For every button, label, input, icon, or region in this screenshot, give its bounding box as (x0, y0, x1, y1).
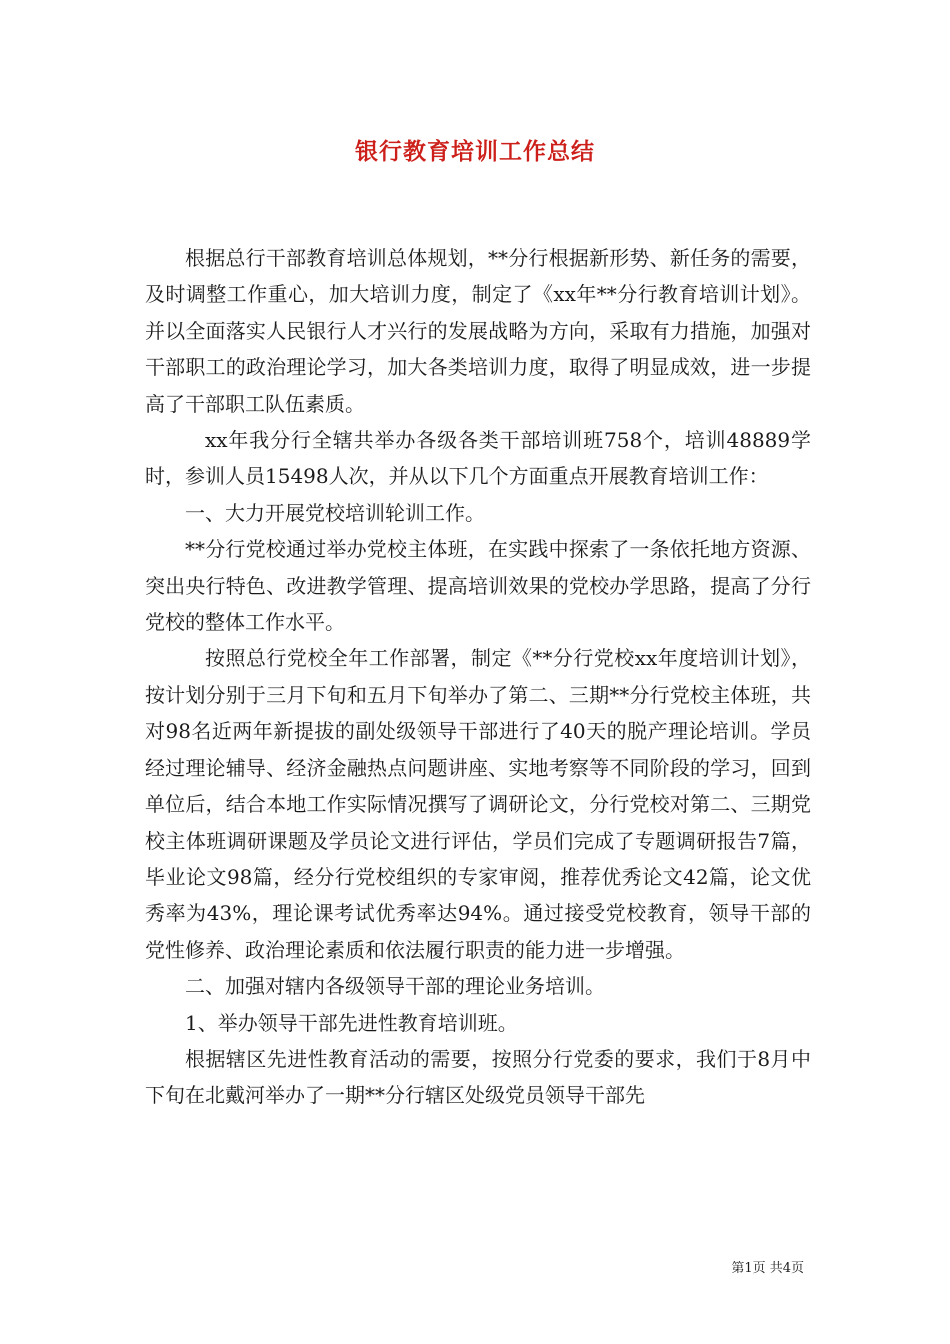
page-number: 第1页 共4页 (731, 1261, 804, 1276)
section-heading-2: 二、加强对辖内各级领导干部的理论业务培训。 (185, 974, 605, 999)
paragraph-training-plan: 按照总行党校全年工作部署，制定《**分行党校xx年度培训计划》，按计划分别于三月下旬和五月下旬举办了第二、三期**分行党校主体班，共对98名近两年新提拔的副处级领导干部进行了40天的脱产理论培训。学员经过理论辅导、经济金融热点问题讲座、实地考察等不同阶段的学习，回到单位后，结合本地工作实际情况撰写了调研论文，分行党校对第二、三期党校主体班调研课题及学员论文进行评估，学员们完成了专题调研报告7篇，毕业论文98篇，经分行党校组织的专家审阅，推荐优秀论文42篇，论文优秀率为43%，理论课考试优秀率达94%。通过接受党校教育，领导干部的党性修养、政治理论素质和依法履行职责的能力进一步增强。 (145, 646, 811, 962)
paragraph-advanced-education: 根据辖区先进性教育活动的需要，按照分行党委的要求，我们于8月中下旬在北戴河举办了一期**分行辖区处级党员领导干部先 (145, 1046, 811, 1108)
paragraph-intro: 根据总行干部教育培训总体规划，**分行根据新形势、新任务的需要，及时调整工作重心，加大培训力度，制定了《xx年**分行教育培训计划》。并以全面落实人民银行人才兴行的发展战略为方向，采取有力措施，加强对干部职工的政治理论学习，加大各类培训力度，取得了明显成效，进一步提高了干部职工队伍素质。 (145, 246, 811, 416)
paragraph-statistics: xx年我分行全辖共举办各级各类干部培训班758个，培训48889学时，参训人员15498人次，并从以下几个方面重点开展教育培训工作： (145, 428, 811, 489)
section-heading-1: 一、大力开展党校培训轮训工作。 (185, 500, 485, 525)
document-title: 银行教育培训工作总结 (355, 138, 595, 165)
paragraph-party-school: **分行党校通过举办党校主体班，在实践中探索了一条依托地方资源、突出央行特色、改进教学管理、提高培训效果的党校办学思路，提高了分行党校的整体工作水平。 (145, 537, 811, 635)
subsection-heading-1: 1、举办领导干部先进性教育培训班。 (185, 1010, 518, 1035)
document-body (145, 240, 811, 1114)
